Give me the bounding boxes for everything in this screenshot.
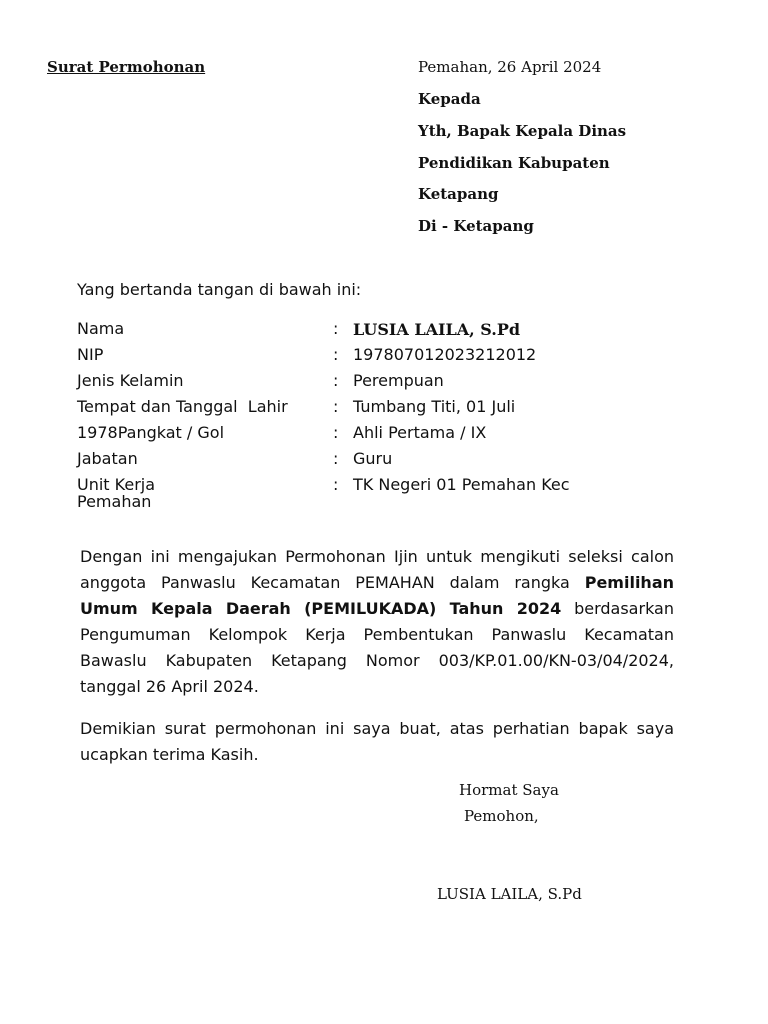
unit-colon: : bbox=[333, 475, 339, 494]
place-date: Pemahan, 26 April 2024 bbox=[418, 58, 602, 76]
recipient-line-5: Di - Ketapang bbox=[418, 217, 534, 235]
recipient-line-4: Ketapang bbox=[418, 185, 499, 203]
nip-value: 197807012023212012 bbox=[353, 345, 537, 364]
rank-label: 1978Pangkat / Gol bbox=[77, 423, 225, 442]
body-paragraph-1-text-b: berdasarkan Pengumuman Kelompok Kerja Pembentukan Panwaslu Kecamatan Bawaslu Kabupaten Ketapang Nomor 003/KP.01.00/KN-03/04/2024, tanggal 26 April 2024. bbox=[80, 599, 674, 696]
birth-value: Tumbang Titi, 01 Juli bbox=[353, 397, 516, 416]
closing-greeting: Hormat Saya bbox=[459, 781, 559, 799]
recipient-line-1: Kepada bbox=[418, 90, 481, 108]
position-value: Guru bbox=[353, 449, 393, 468]
rank-colon: : bbox=[333, 423, 339, 442]
rank-value: Ahli Pertama / IX bbox=[353, 423, 487, 442]
unit-value: TK Negeri 01 Pemahan Kec bbox=[353, 475, 570, 494]
name-label: Nama bbox=[77, 319, 125, 338]
intro-line: Yang bertanda tangan di bawah ini: bbox=[77, 280, 362, 299]
name-colon: : bbox=[333, 319, 339, 338]
nip-colon: : bbox=[333, 345, 339, 364]
birth-label: Tempat dan Tanggal Lahir bbox=[77, 397, 288, 416]
gender-label: Jenis Kelamin bbox=[77, 371, 184, 390]
position-colon: : bbox=[333, 449, 339, 468]
unit-label: Unit Kerja bbox=[77, 475, 156, 494]
birth-colon: : bbox=[333, 397, 339, 416]
name-value: LUSIA LAILA, S.Pd bbox=[353, 320, 521, 339]
position-label: Jabatan bbox=[77, 449, 138, 468]
nip-label: NIP bbox=[77, 345, 104, 364]
gender-colon: : bbox=[333, 371, 339, 390]
gender-value: Perempuan bbox=[353, 371, 444, 390]
election-name: Pemilihan Umum Kepala Daerah (PEMILUKADA) Tahun 2024 bbox=[80, 573, 674, 618]
closing-role: Pemohon, bbox=[464, 807, 539, 825]
unit-label-cont: Pemahan bbox=[77, 492, 152, 511]
signer-name: LUSIA LAILA, S.Pd bbox=[437, 885, 582, 903]
body-paragraph-1 bbox=[80, 544, 674, 700]
body-paragraph-1-text-a: Dengan ini mengajukan Permohonan Ijin untuk mengikuti seleksi calon anggota Panwaslu Kecamatan PEMAHAN dalam rangka bbox=[80, 547, 674, 592]
recipient-line-2: Yth, Bapak Kepala Dinas bbox=[418, 122, 627, 140]
body-paragraph-2: Demikian surat permohonan ini saya buat, atas perhatian bapak saya ucapkan terima Kasih. bbox=[80, 719, 674, 764]
recipient-line-3: Pendidikan Kabupaten bbox=[418, 154, 610, 172]
letter-title: Surat Permohonan bbox=[47, 58, 206, 76]
